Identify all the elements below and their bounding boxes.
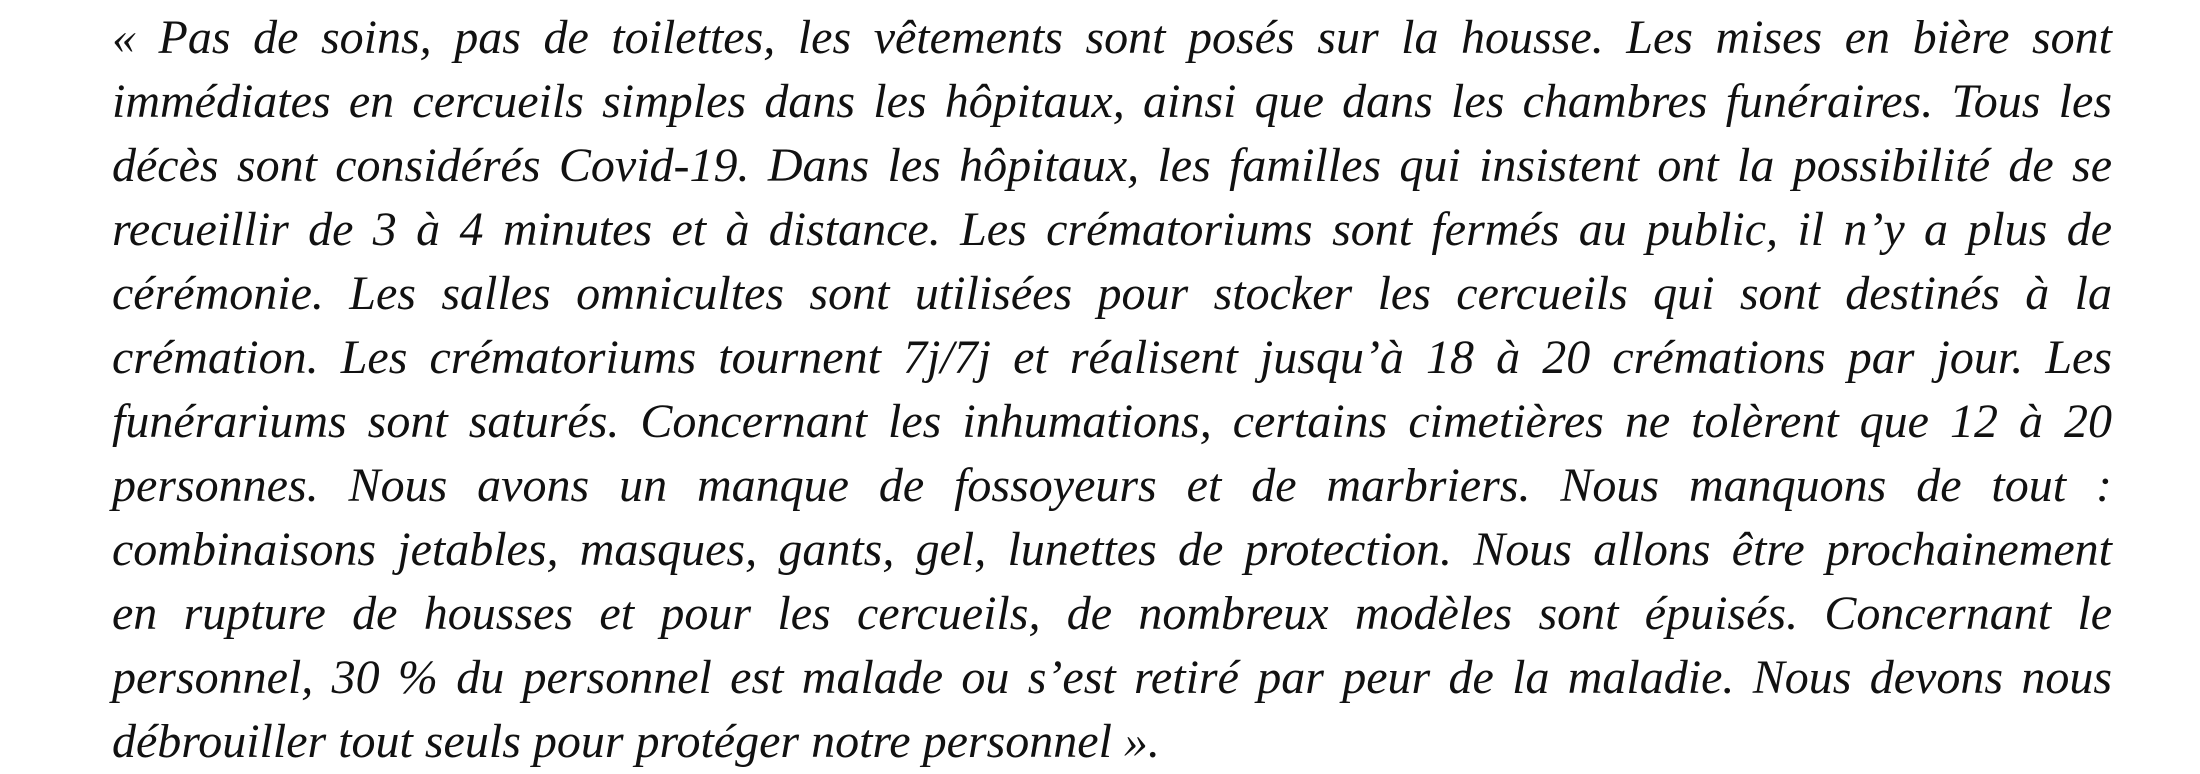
quote-line: combinaisons jetables, masques, gants, gel, lunettes de protection. Nous allons être prochainement xyxy=(112,523,2112,576)
quote-line: décès sont considérés Covid-19. Dans les hôpitaux, les familles qui insistent ont la possibilité de se xyxy=(112,139,2112,192)
quote-line: « Pas de soins, pas de toilettes, les vêtements sont posés sur la housse. Les mises en bière sont xyxy=(112,11,2112,64)
quote-line: en rupture de housses et pour les cercueils, de nombreux modèles sont épuisés. Concernant le xyxy=(112,587,2112,640)
quote-line: funérariums sont saturés. Concernant les inhumations, certains cimetières ne tolèrent que 12 à 20 xyxy=(112,395,2112,448)
quote-line: crémation. Les crématoriums tournent 7j/7j et réalisent jusqu’à 18 à 20 crémations par jour. Les xyxy=(112,331,2112,384)
quote-line-last: débrouiller tout seuls pour protéger notre personnel ». xyxy=(112,715,1160,768)
quote-line: cérémonie. Les salles omnicultes sont utilisées pour stocker les cercueils qui sont destinés à la xyxy=(112,267,2112,320)
quote-paragraph xyxy=(112,6,2112,774)
quote-line: immédiates en cercueils simples dans les hôpitaux, ainsi que dans les chambres funéraires. Tous les xyxy=(112,75,2112,128)
quote-line: recueillir de 3 à 4 minutes et à distance. Les crématoriums sont fermés au public, il n’y a plus de xyxy=(112,203,2112,256)
quote-line: personnes. Nous avons un manque de fossoyeurs et de marbriers. Nous manquons de tout : xyxy=(112,459,2112,512)
quote-line: personnel, 30 % du personnel est malade ou s’est retiré par peur de la maladie. Nous devons nous xyxy=(112,651,2112,704)
